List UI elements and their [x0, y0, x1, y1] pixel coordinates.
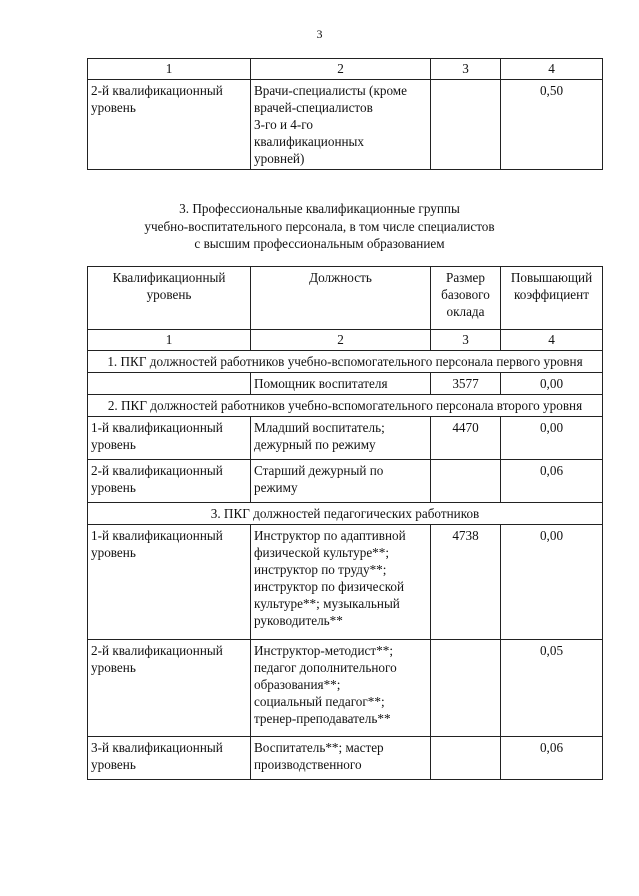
- table-header-row: [88, 267, 603, 330]
- header-salary-line: Размер: [445, 270, 485, 285]
- position-line: педагог дополнительного: [254, 660, 397, 675]
- level-line: 1-й квалификационный: [91, 420, 223, 435]
- column-number-cell: 4: [501, 59, 603, 80]
- coefficient-cell: 0,05: [501, 640, 603, 737]
- level-cell: [88, 525, 251, 640]
- position-line: Инструктор-методист**;: [254, 643, 394, 658]
- position-line: квалификационных: [254, 134, 365, 149]
- level-line: уровень: [91, 437, 136, 452]
- column-number-cell: 1: [88, 330, 251, 351]
- coefficient-cell: 0,50: [501, 80, 603, 170]
- group-title-row: [88, 351, 603, 373]
- main-table: [87, 266, 603, 780]
- header-coefficient-line: коэффициент: [514, 287, 589, 302]
- top-table: [87, 58, 603, 170]
- table-row: [88, 417, 603, 460]
- position-cell: [251, 737, 431, 780]
- header-level-line: Квалификационный: [112, 270, 226, 285]
- position-line: инструктор по труду**;: [254, 562, 387, 577]
- position-line: образования**;: [254, 677, 341, 692]
- position-line: физической культуре**;: [254, 545, 390, 560]
- level-cell: [88, 737, 251, 780]
- level-cell: 2-й квалификационный уровень: [88, 80, 251, 170]
- position-line: уровней): [254, 151, 305, 166]
- position-line: Младший воспитатель;: [254, 420, 385, 435]
- column-number-row: [88, 330, 603, 351]
- position-cell: [251, 525, 431, 640]
- position-line: Старший дежурный по: [254, 463, 384, 478]
- group-title-row: [88, 503, 603, 525]
- table-row: [88, 460, 603, 503]
- salary-cell: 3577: [431, 373, 501, 395]
- position-line: культуре**; музыкальный: [254, 596, 400, 611]
- coefficient-cell: 0,00: [501, 373, 603, 395]
- header-coefficient: [501, 267, 603, 330]
- header-coefficient-line: Повышающий: [510, 270, 593, 285]
- section-title-line: с высшим профессиональным образованием: [194, 236, 445, 251]
- level-cell: [88, 373, 251, 395]
- level-line: 2-й квалификационный: [91, 463, 223, 478]
- salary-cell: [431, 737, 501, 780]
- salary-cell: 4470: [431, 417, 501, 460]
- column-number-row: [88, 59, 603, 80]
- table-row: [88, 737, 603, 780]
- position-line: производственного: [254, 757, 362, 772]
- level-line: 1-й квалификационный: [91, 528, 223, 543]
- level-cell: [88, 640, 251, 737]
- header-position: Должность: [251, 267, 431, 330]
- position-line: Помощник воспитателя: [254, 376, 388, 391]
- group-title-row: [88, 395, 603, 417]
- column-number-cell: 3: [431, 330, 501, 351]
- salary-cell: [431, 80, 501, 170]
- position-cell: [251, 373, 431, 395]
- header-salary: [431, 267, 501, 330]
- group-title: 1. ПКГ должностей работников учебно-вспомогательного персонала первого уровня: [88, 351, 603, 373]
- level-cell: [88, 417, 251, 460]
- level-line: 2-й квалификационный: [91, 643, 223, 658]
- level-line: уровень: [91, 757, 136, 772]
- group-title: 3. ПКГ должностей педагогических работников: [88, 503, 603, 525]
- table-row: [88, 640, 603, 737]
- position-cell: [251, 640, 431, 737]
- position-line: дежурный по режиму: [254, 437, 376, 452]
- coefficient-cell: 0,06: [501, 737, 603, 780]
- salary-cell: 4738: [431, 525, 501, 640]
- position-line: режиму: [254, 480, 298, 495]
- position-line: Инструктор по адаптивной: [254, 528, 406, 543]
- header-level: [88, 267, 251, 330]
- position-line: руководитель**: [254, 613, 343, 628]
- coefficient-cell: 0,06: [501, 460, 603, 503]
- position-line: социальный педагог**;: [254, 694, 385, 709]
- header-salary-line: оклада: [446, 304, 485, 319]
- column-number-cell: 1: [88, 59, 251, 80]
- group-title: 2. ПКГ должностей работников учебно-вспомогательного персонала второго уровня: [88, 395, 603, 417]
- position-line: Врачи-специалисты (кроме: [254, 83, 407, 98]
- header-salary-line: базового: [441, 287, 490, 302]
- table-row: [88, 80, 603, 170]
- column-number-cell: 4: [501, 330, 603, 351]
- position-cell: [251, 460, 431, 503]
- column-number-cell: 2: [251, 59, 431, 80]
- header-level-line: уровень: [146, 287, 192, 302]
- level-line: 3-й квалификационный: [91, 740, 223, 755]
- page-number: 3: [316, 27, 323, 41]
- position-line: 3-го и 4-го: [254, 117, 313, 132]
- position-line: инструктор по физической: [254, 579, 405, 594]
- section-title: [0, 200, 639, 253]
- level-line: уровень: [91, 660, 136, 675]
- level-line: уровень: [91, 480, 136, 495]
- section-title-line: 3. Профессиональные квалификационные группы: [179, 201, 460, 216]
- coefficient-cell: 0,00: [501, 525, 603, 640]
- table-row: [88, 525, 603, 640]
- salary-cell: [431, 460, 501, 503]
- coefficient-cell: 0,00: [501, 417, 603, 460]
- position-line: Воспитатель**; мастер: [254, 740, 384, 755]
- position-cell: [251, 417, 431, 460]
- column-number-cell: 2: [251, 330, 431, 351]
- position-line: врачей-специалистов: [254, 100, 373, 115]
- position-line: тренер-преподаватель**: [254, 711, 391, 726]
- level-cell: [88, 460, 251, 503]
- section-title-line: учебно-воспитательного персонала, в том числе специалистов: [144, 218, 495, 234]
- salary-cell: [431, 640, 501, 737]
- position-cell: [251, 80, 431, 170]
- table-row: [88, 373, 603, 395]
- column-number-cell: 3: [431, 59, 501, 80]
- level-line: уровень: [91, 545, 136, 560]
